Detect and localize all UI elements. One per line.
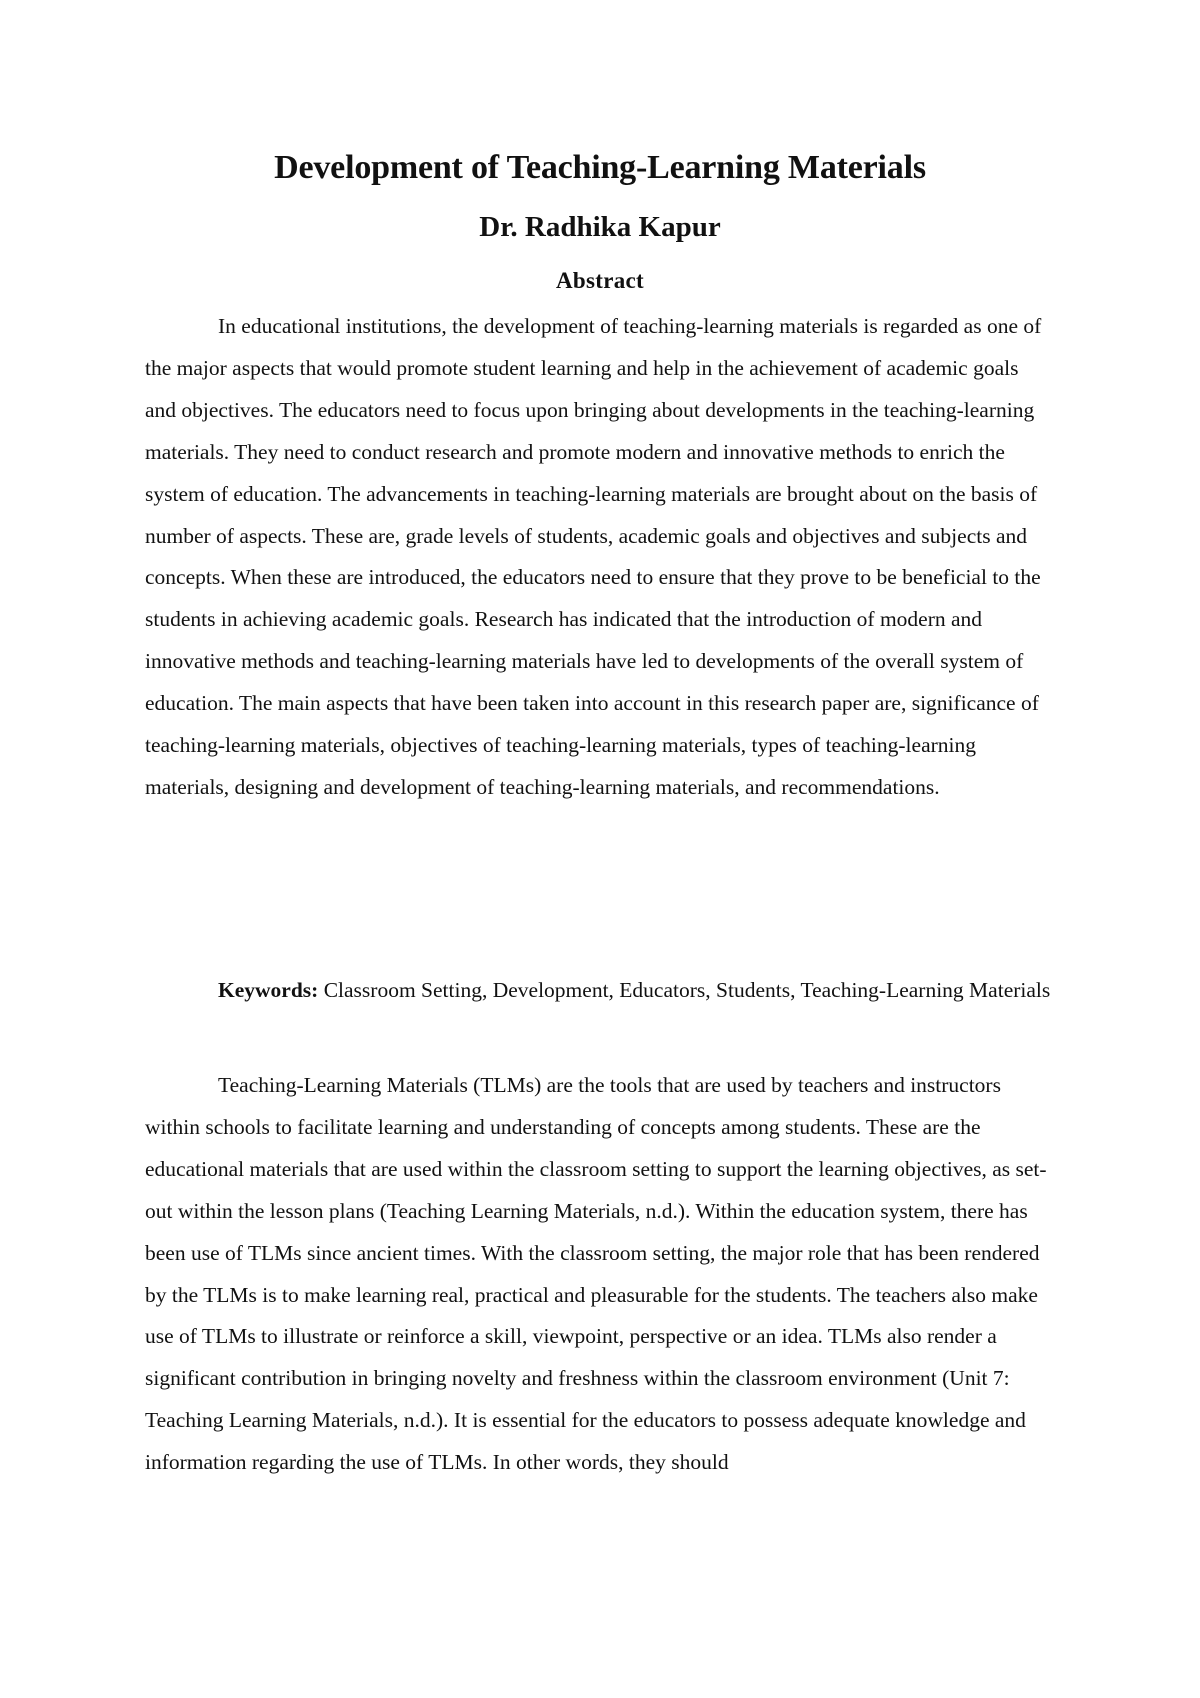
intro-block	[145, 1065, 1053, 1484]
abstract-heading: Abstract	[556, 268, 644, 293]
paper-author: Dr. Radhika Kapur	[479, 211, 721, 243]
abstract-paragraph: In educational institutions, the development of teaching-learning materials is regarded as one of the major aspects that would promote student learning and help in the achievement of academic goals and objectives. The educators need to focus upon bringing about developments in the teaching-learning materials. They need to conduct research and promote modern and innovative methods to enrich the system of education. The advancements in teaching-learning materials are brought about on the basis of number of aspects. These are, grade levels of students, academic goals and objectives and subjects and concepts. When these are introduced, the educators need to ensure that they prove to be beneficial to the students in achieving academic goals. Research has indicated that the introduction of modern and innovative methods and teaching-learning materials have led to developments of the overall system of education. The main aspects that have been taken into account in this research paper are, significance of teaching-learning materials, objectives of teaching-learning materials, types of teaching-learning materials, designing and development of teaching-learning materials, and recommendations.	[145, 314, 1042, 799]
abstract-body	[145, 306, 1053, 809]
keywords-block	[145, 970, 1053, 1012]
paper-title: Development of Teaching-Learning Materials	[274, 149, 926, 186]
keywords-list: Classroom Setting, Development, Educators, Students, Teaching-Learning Materials	[323, 978, 1051, 1002]
intro-paragraph: Teaching-Learning Materials (TLMs) are the tools that are used by teachers and instructors within schools to facilitate learning and understanding of concepts among students. These are the educational materials that are used within the classroom setting to support the learning objectives, as set-out within the lesson plans (Teaching Learning Materials, n.d.). Within the education system, there has been use of TLMs since ancient times. With the classroom setting, the major role that has been rendered by the TLMs is to make learning real, practical and pleasurable for the students. The teachers also make use of TLMs to illustrate or reinforce a skill, viewpoint, perspective or an idea. TLMs also render a significant contribution in bringing novelty and freshness within the classroom environment (Unit 7: Teaching Learning Materials, n.d.). It is essential for the educators to possess adequate knowledge and information regarding the use of TLMs. In other words, they should	[145, 1073, 1047, 1475]
keywords-paragraph	[145, 970, 1053, 1012]
keywords-label: Keywords:	[218, 978, 319, 1002]
